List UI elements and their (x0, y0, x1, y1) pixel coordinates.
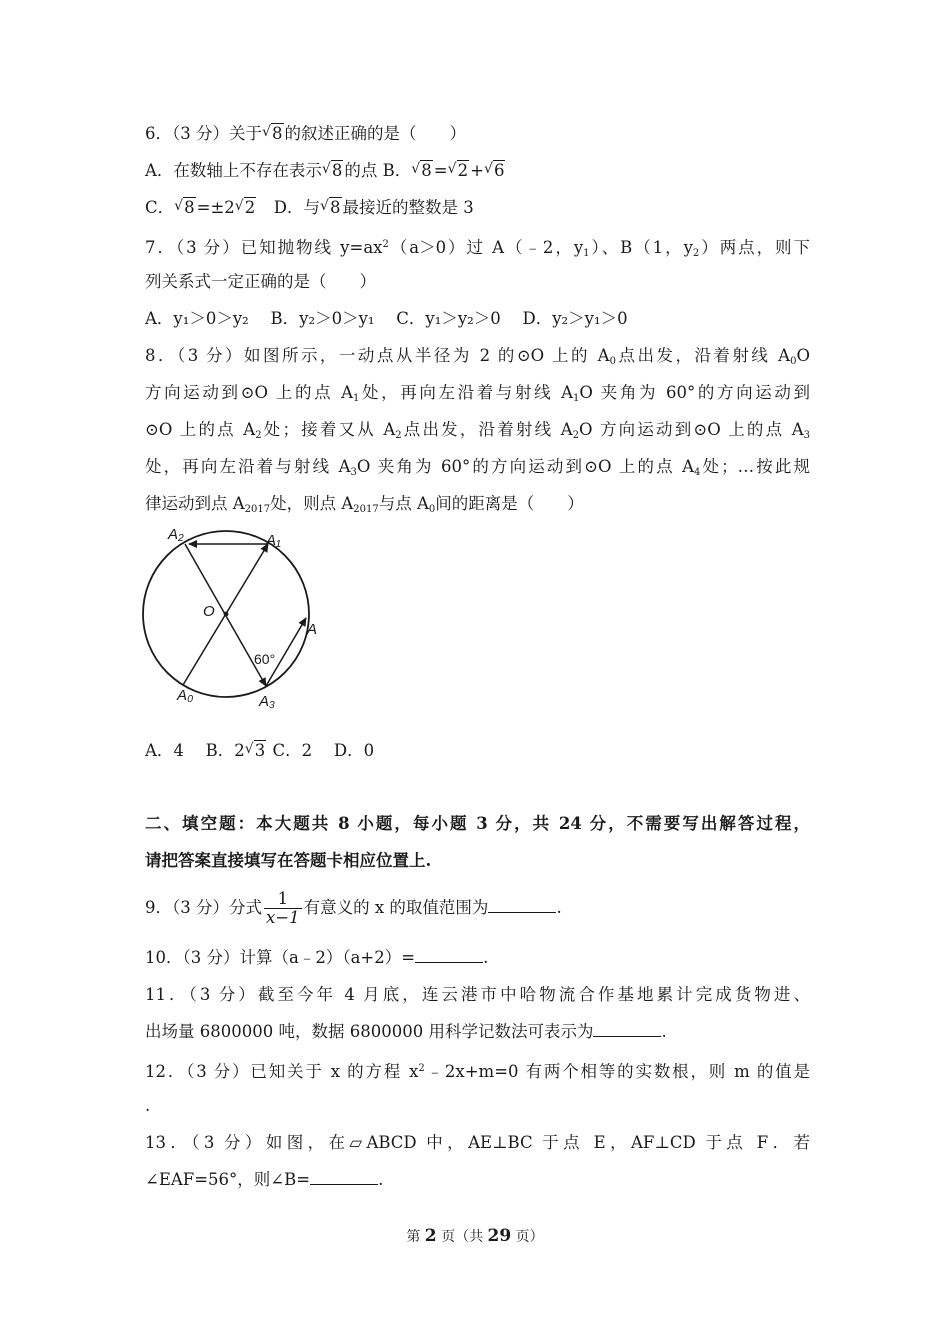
sqrt-symbol: √ 2 (235, 197, 257, 219)
q8-l2-c: O 夹角为 60°的方向运动到 (579, 383, 810, 402)
q10-end: . (483, 948, 489, 967)
answer-blank (415, 948, 483, 963)
q8-options (145, 740, 810, 762)
q7-stem-line1 (145, 234, 810, 265)
q9 (145, 888, 810, 928)
fraction-numerator: 1 (264, 890, 302, 909)
q7-stem-line2: 列关系式一定正确的是（ ） (145, 272, 376, 291)
q7-text-b: （a＞0）过 A（﹣2，y (388, 238, 584, 257)
label-a1: A₁ (266, 532, 281, 549)
sqrt-symbol: √ 6 (484, 160, 506, 182)
section-heading-line2: 请把答案直接填写在答题卡相应位置上. (145, 851, 432, 870)
q12-line1 (145, 1058, 810, 1083)
q7-options: A．y₁＞0＞y₂ B．y₂＞0＞y₁ C．y₁＞y₂＞0 D．y₂＞y₁＞0 (145, 309, 628, 328)
q8-l4-a: 处，再向左沿着与射线 A (145, 457, 351, 476)
label-a0: A₀ (177, 687, 194, 704)
q8-l3-b: 处；接着又从 A (261, 420, 396, 439)
label-angle: 60° (254, 651, 276, 667)
q8-l1-sub0: 0 (609, 356, 616, 367)
q6-stem (145, 123, 810, 145)
q6-suffix: 的叙述正确的是（ ） (284, 124, 466, 143)
total-pages: 29 (487, 1226, 512, 1246)
q8-l3-sub0: 2 (255, 430, 262, 441)
center-point (224, 612, 229, 617)
sqrt-symbol: √ 8 (322, 160, 344, 182)
sqrt-symbol: √ 8 (320, 197, 342, 219)
q13-line1: 13．（3 分）如图，在▱ABCD 中，AE⊥BC 于点 E，AF⊥CD 于点 F．若 (145, 1133, 810, 1152)
q8-l5-sub2: 0 (428, 504, 436, 515)
q7-text-d: ）两点，则下 (699, 238, 810, 257)
q11-line1: 11．（3 分）截至今年 4 月底，连云港市中哈物流合作基地累计完成货物进、 (145, 985, 810, 1004)
q8-l5-c: 与点 A (378, 494, 429, 513)
q6-option-b-plus: + (470, 161, 484, 180)
q6-prefix: 6．（3 分）关于 (145, 124, 262, 143)
footer-post: 页） (511, 1229, 544, 1245)
q8-l3-sub2: 2 (572, 430, 580, 441)
answer-blank (488, 898, 556, 913)
q7-sup: 2 (382, 239, 389, 250)
q7-text-a: 7．（3 分）已知抛物线 y=ax (145, 238, 383, 257)
q13-end: . (378, 1170, 384, 1189)
q8-options-a: A．4 B．2 (145, 741, 245, 760)
q12-line2: . (145, 1096, 151, 1115)
q8-circle-figure (142, 522, 332, 712)
q13-line2 (145, 1169, 810, 1191)
page-number: 2 (424, 1226, 437, 1246)
q6-option-d-end: 最接近的整数是 3 (342, 198, 474, 217)
q8-l3-sub3: 3 (803, 430, 810, 441)
q8-l5-sub0: 2017 (244, 504, 271, 515)
q11-line2 (145, 1021, 810, 1043)
q6-options-cd (145, 197, 810, 219)
q7-sub1: 1 (583, 248, 590, 259)
q8-l3-sub1: 2 (395, 430, 402, 441)
footer-mid: 页（共 (436, 1229, 488, 1245)
answer-blank (310, 1170, 378, 1185)
sqrt-symbol: √ 8 (262, 123, 284, 145)
q6-option-b-eq: = (433, 161, 448, 180)
q6-option-a: A．在数轴上不存在表示 (145, 161, 322, 180)
q8-l1-a: 8．（3 分）如图所示，一动点从半径为 2 的⊙O 上的 A (145, 346, 610, 365)
q8-l4-c: 处；…按此规 (700, 457, 810, 476)
q7-text-c: ）、B（1，y (589, 238, 693, 257)
q8-line4 (145, 456, 810, 484)
q8-l5-b: 处，则点 A (270, 494, 354, 513)
q8-l4-sub0: 3 (350, 467, 357, 478)
q10-text: 10．（3 分）计算（a﹣2）（a+2）= (145, 948, 416, 967)
q8-l5-d: 间的距离是（ ） (435, 494, 584, 513)
q8-line1 (145, 345, 810, 373)
q6-option-c-mid: =±2 (196, 198, 235, 217)
q8-l5-a: 律运动到点 A (145, 494, 245, 513)
q11-text: 出场量 6800000 吨，数据 6800000 用科学记数法可表示为 (145, 1022, 594, 1041)
q8-line3 (145, 419, 810, 447)
footer-pre: 第 (406, 1229, 425, 1245)
q12-sup: 2 (418, 1063, 425, 1074)
q8-l1-c: O (796, 346, 810, 365)
page-footer (0, 1226, 950, 1246)
answer-blank (593, 1022, 661, 1037)
q8-l1-b: 点出发，沿着射线 A (615, 346, 791, 365)
label-o: O (203, 603, 215, 620)
q9-end: . (556, 898, 562, 917)
q12-text-a: 12．（3 分）已知关于 x 的方程 x (145, 1062, 419, 1081)
sqrt-symbol: √ 8 (174, 197, 196, 219)
label-a: A (307, 621, 318, 638)
fraction (264, 890, 302, 927)
q9-post: 有意义的 x 的取值范围为 (303, 898, 489, 917)
q6-option-a-end: 的点 B． (344, 161, 412, 180)
q8-l2-a: 方向运动到⊙O 上的点 A (145, 383, 353, 402)
q6-options-ab (145, 160, 810, 182)
sqrt-symbol: √ 8 (411, 160, 433, 182)
q8-l2-sub0: 1 (352, 393, 360, 404)
q12-text-b: ﹣2x+m=0 有两个相等的实数根，则 m 的值是 (424, 1062, 810, 1081)
q8-l5-sub1: 2017 (353, 504, 379, 515)
q8-l3-a: ⊙O 上的点 A (145, 420, 256, 439)
q6-option-d: D．与 (257, 198, 321, 217)
section-heading-line1: 二、填空题：本大题共 8 小题，每小题 3 分，共 24 分，不需要写出解答过程， (145, 814, 810, 833)
q8-options-b: C．2 D．0 (267, 741, 375, 760)
q6-option-c: C． (145, 198, 175, 217)
q8-l2-b: 处，再向左沿着与射线 A (359, 383, 573, 402)
q8-l2-sub1: 1 (573, 393, 580, 404)
q8-l3-d: O 方向运动到⊙O 上的点 A (579, 420, 804, 439)
q9-pre: 9．（3 分）分式 (145, 898, 262, 917)
q13-text: ∠EAF=56°，则∠B= (145, 1170, 311, 1189)
label-a2: A₂ (168, 526, 184, 543)
label-a3: A₃ (259, 693, 275, 710)
q11-end: . (661, 1022, 667, 1041)
q10 (145, 947, 810, 969)
sqrt-symbol: √ 2 (448, 160, 470, 182)
fraction-denominator: x−1 (266, 908, 300, 927)
q8-l4-sub1: 4 (694, 467, 701, 478)
q8-l1-sub1: 0 (790, 356, 797, 367)
q8-l3-c: 点出发，沿着射线 A (401, 420, 573, 439)
sqrt-symbol: √ 3 (245, 740, 267, 762)
q8-line5 (145, 493, 810, 521)
q8-l4-b: O 夹角为 60°的方向运动到⊙O 上的点 A (356, 457, 694, 476)
q7-sub2: 2 (692, 248, 700, 259)
q8-line2 (145, 382, 810, 410)
